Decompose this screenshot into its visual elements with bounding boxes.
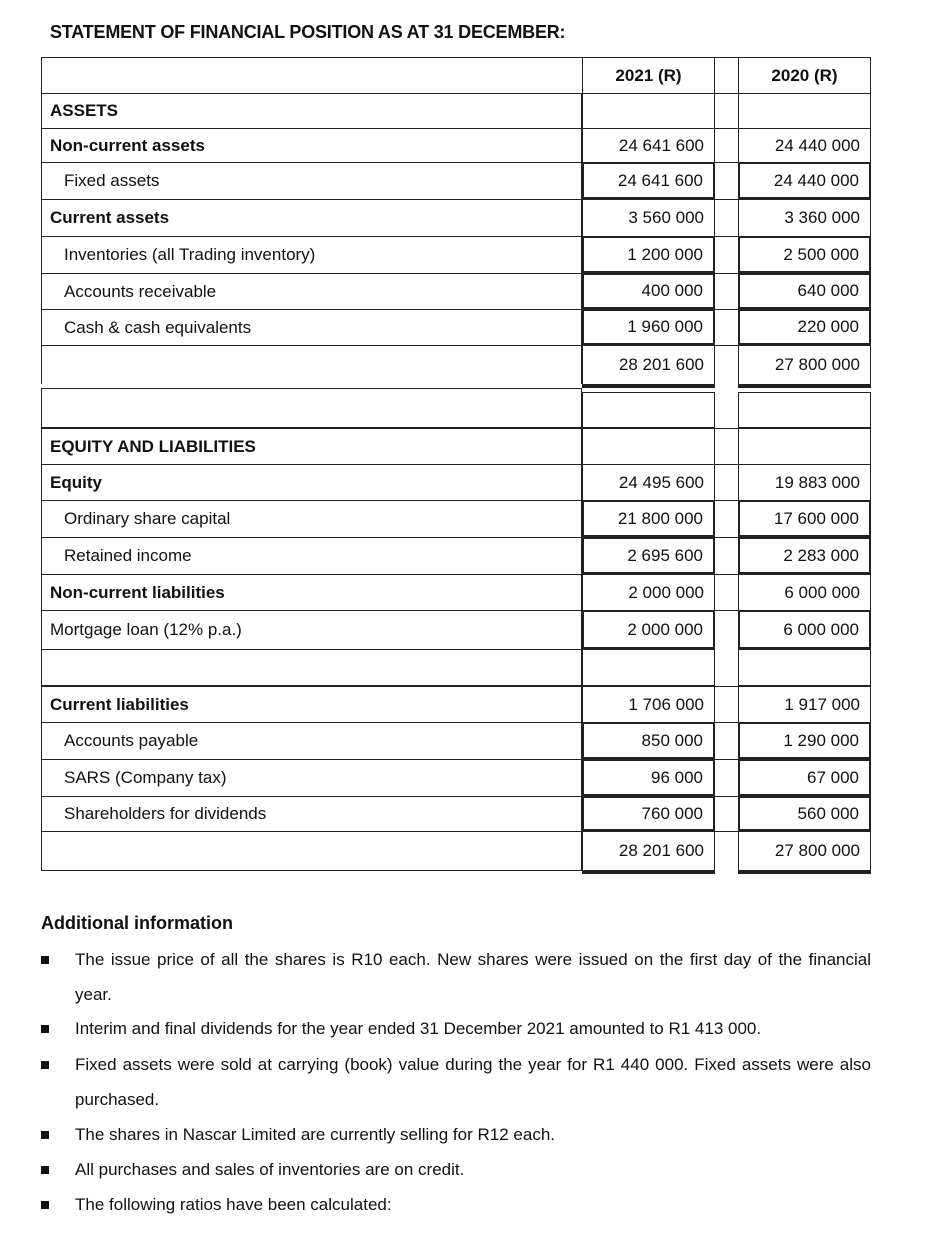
row-label-text: Fixed assets [64, 171, 160, 190]
spacer-row-label-1 [41, 388, 582, 428]
row-value-2020-5: 640 000 [738, 273, 871, 309]
row-gap-13 [715, 610, 738, 650]
row-label-text: Cash & cash equivalents [64, 317, 252, 337]
row-value-2020-7: 27 800 000 [738, 345, 871, 384]
row-value-2021-7: 28 201 600 [582, 345, 715, 384]
bullet-item-5 [41, 1187, 871, 1222]
bullet-text: The shares in Nascar Limited are currently selling for R12 each. [75, 1125, 555, 1144]
bullet-item-3 [41, 1117, 871, 1152]
row-gap-2 [715, 162, 738, 200]
row-value-2021-12: 2 000 000 [582, 574, 715, 610]
row-label-text: Equity [50, 472, 102, 492]
row-gap-12 [715, 574, 738, 611]
row-value-2021-10: 21 800 000 [582, 500, 715, 537]
row-label-3 [41, 199, 582, 236]
spacer-row-label-2 [41, 649, 582, 686]
double-underline-2021-assets [582, 384, 715, 388]
bullet-item-0 [41, 942, 871, 1012]
double-underline-2020-equity [738, 870, 871, 874]
column-header-2021: 2021 (R) [582, 57, 715, 93]
row-value-2020-13: 6 000 000 [738, 610, 871, 649]
row-gap-4 [715, 236, 738, 274]
bullet-text: Fixed assets were sold at carrying (book) value during the year for R1 440 000. Fixed assets were also purchased. [75, 1055, 871, 1109]
row-gap-15 [715, 722, 738, 760]
row-value-2020-9: 19 883 000 [738, 464, 871, 500]
row-value-2020-14: 1 917 000 [738, 686, 871, 722]
table-bottom-line [41, 870, 582, 871]
row-value-2021-0 [582, 93, 715, 128]
spacer-row-2021-2 [582, 649, 715, 686]
row-label-text: Retained income [64, 546, 192, 565]
row-label-15 [41, 722, 582, 759]
row-gap-18 [715, 831, 738, 871]
row-label-text: SARS (Company tax) [64, 768, 227, 787]
spacer-row-2020-1 [738, 392, 871, 428]
bullet-square-icon [41, 1201, 49, 1209]
bullet-square-icon [41, 1061, 49, 1069]
row-value-2020-4: 2 500 000 [738, 236, 871, 273]
header-gap [715, 57, 738, 94]
header-label-cell [41, 57, 582, 93]
row-value-2021-14: 1 706 000 [582, 686, 715, 722]
bullet-text: The following ratios have been calculated: [75, 1195, 392, 1214]
column-header-2020: 2020 (R) [738, 57, 871, 93]
row-label-text: Ordinary share capital [64, 509, 231, 528]
row-gap-8 [715, 428, 738, 465]
row-label-6 [41, 309, 582, 345]
row-value-2021-6: 1 960 000 [582, 309, 715, 345]
row-value-2020-1: 24 440 000 [738, 128, 871, 162]
row-label-10 [41, 500, 582, 537]
row-label-text: Mortgage loan (12% p.a.) [50, 620, 242, 639]
statement-title: STATEMENT OF FINANCIAL POSITION AS AT 31 DECEMBER: [50, 22, 566, 42]
row-gap-1 [715, 128, 738, 163]
row-label-text: Current liabilities [50, 694, 189, 714]
row-gap-0 [715, 93, 738, 129]
row-label-text: Accounts payable [64, 731, 199, 750]
row-gap-5 [715, 273, 738, 310]
row-value-2021-13: 2 000 000 [582, 610, 715, 649]
row-value-2021-8 [582, 428, 715, 464]
row-label-text: Inventories (all Trading inventory) [64, 245, 316, 264]
bullet-square-icon [41, 956, 49, 964]
row-value-2021-16: 96 000 [582, 759, 715, 796]
row-label-9 [41, 464, 582, 500]
row-label-12 [41, 574, 582, 610]
row-label-8 [41, 428, 582, 464]
row-label-11 [41, 537, 582, 574]
row-value-2021-2: 24 641 600 [582, 162, 715, 199]
row-gap-7 [715, 345, 738, 385]
row-value-2021-4: 1 200 000 [582, 236, 715, 273]
row-gap-6 [715, 309, 738, 346]
bullet-item-2 [41, 1047, 871, 1117]
row-value-2020-11: 2 283 000 [738, 537, 871, 574]
row-label-5 [41, 273, 582, 309]
row-label-text: ASSETS [50, 101, 119, 120]
row-value-2021-3: 3 560 000 [582, 199, 715, 236]
row-label-18 [41, 831, 582, 870]
row-value-2021-9: 24 495 600 [582, 464, 715, 500]
bullet-square-icon [41, 1131, 49, 1139]
row-value-2020-18: 27 800 000 [738, 831, 871, 870]
bullet-square-icon [41, 1166, 49, 1174]
row-label-text: Non-current assets [50, 135, 205, 155]
row-label-text: Non-current liabilities [50, 582, 225, 602]
bullet-text: The issue price of all the shares is R10 each. New shares were issued on the first day of the financial year. [75, 950, 871, 1004]
additional-info-heading: Additional information [41, 913, 233, 933]
row-gap-17 [715, 796, 738, 832]
row-gap-16 [715, 759, 738, 797]
row-value-2020-3: 3 360 000 [738, 199, 871, 236]
row-value-2021-11: 2 695 600 [582, 537, 715, 574]
row-value-2021-5: 400 000 [582, 273, 715, 309]
row-value-2020-10: 17 600 000 [738, 500, 871, 537]
row-value-2020-8 [738, 428, 871, 464]
row-value-2021-15: 850 000 [582, 722, 715, 759]
row-label-17 [41, 796, 582, 831]
double-underline-2020-assets [738, 384, 871, 388]
row-gap-11 [715, 537, 738, 575]
spacer-row-2021-1 [582, 392, 715, 428]
row-gap-14 [715, 686, 738, 723]
row-label-text: Current assets [50, 208, 170, 227]
row-label-16 [41, 759, 582, 796]
row-value-2021-18: 28 201 600 [582, 831, 715, 870]
row-label-text: Accounts receivable [64, 281, 217, 301]
bullet-item-1 [41, 1011, 871, 1046]
row-label-2 [41, 162, 582, 199]
row-value-2020-17: 560 000 [738, 796, 871, 831]
bullet-text: All purchases and sales of inventories are on credit. [75, 1160, 465, 1179]
row-label-13 [41, 610, 582, 649]
row-value-2020-12: 6 000 000 [738, 574, 871, 610]
row-value-2020-16: 67 000 [738, 759, 871, 796]
bullet-item-4 [41, 1152, 871, 1187]
bullet-square-icon [41, 1025, 49, 1033]
bullet-text: Interim and final dividends for the year ended 31 December 2021 amounted to R1 413 000. [75, 1019, 762, 1038]
row-value-2020-2: 24 440 000 [738, 162, 871, 199]
row-value-2021-17: 760 000 [582, 796, 715, 831]
row-value-2020-15: 1 290 000 [738, 722, 871, 759]
row-value-2020-6: 220 000 [738, 309, 871, 345]
row-label-4 [41, 236, 582, 273]
double-underline-2021-equity [582, 870, 715, 874]
row-label-7 [41, 345, 582, 384]
row-gap-9 [715, 464, 738, 501]
row-gap-3 [715, 199, 738, 237]
row-label-text: EQUITY AND LIABILITIES [50, 436, 256, 456]
spacer-row-2020-2 [738, 649, 871, 686]
row-value-2020-0 [738, 93, 871, 128]
row-value-2021-1: 24 641 600 [582, 128, 715, 162]
row-label-14 [41, 686, 582, 722]
row-label-1 [41, 128, 582, 162]
row-label-0 [41, 93, 582, 128]
row-gap-10 [715, 500, 738, 538]
row-label-text: Shareholders for dividends [64, 804, 267, 823]
